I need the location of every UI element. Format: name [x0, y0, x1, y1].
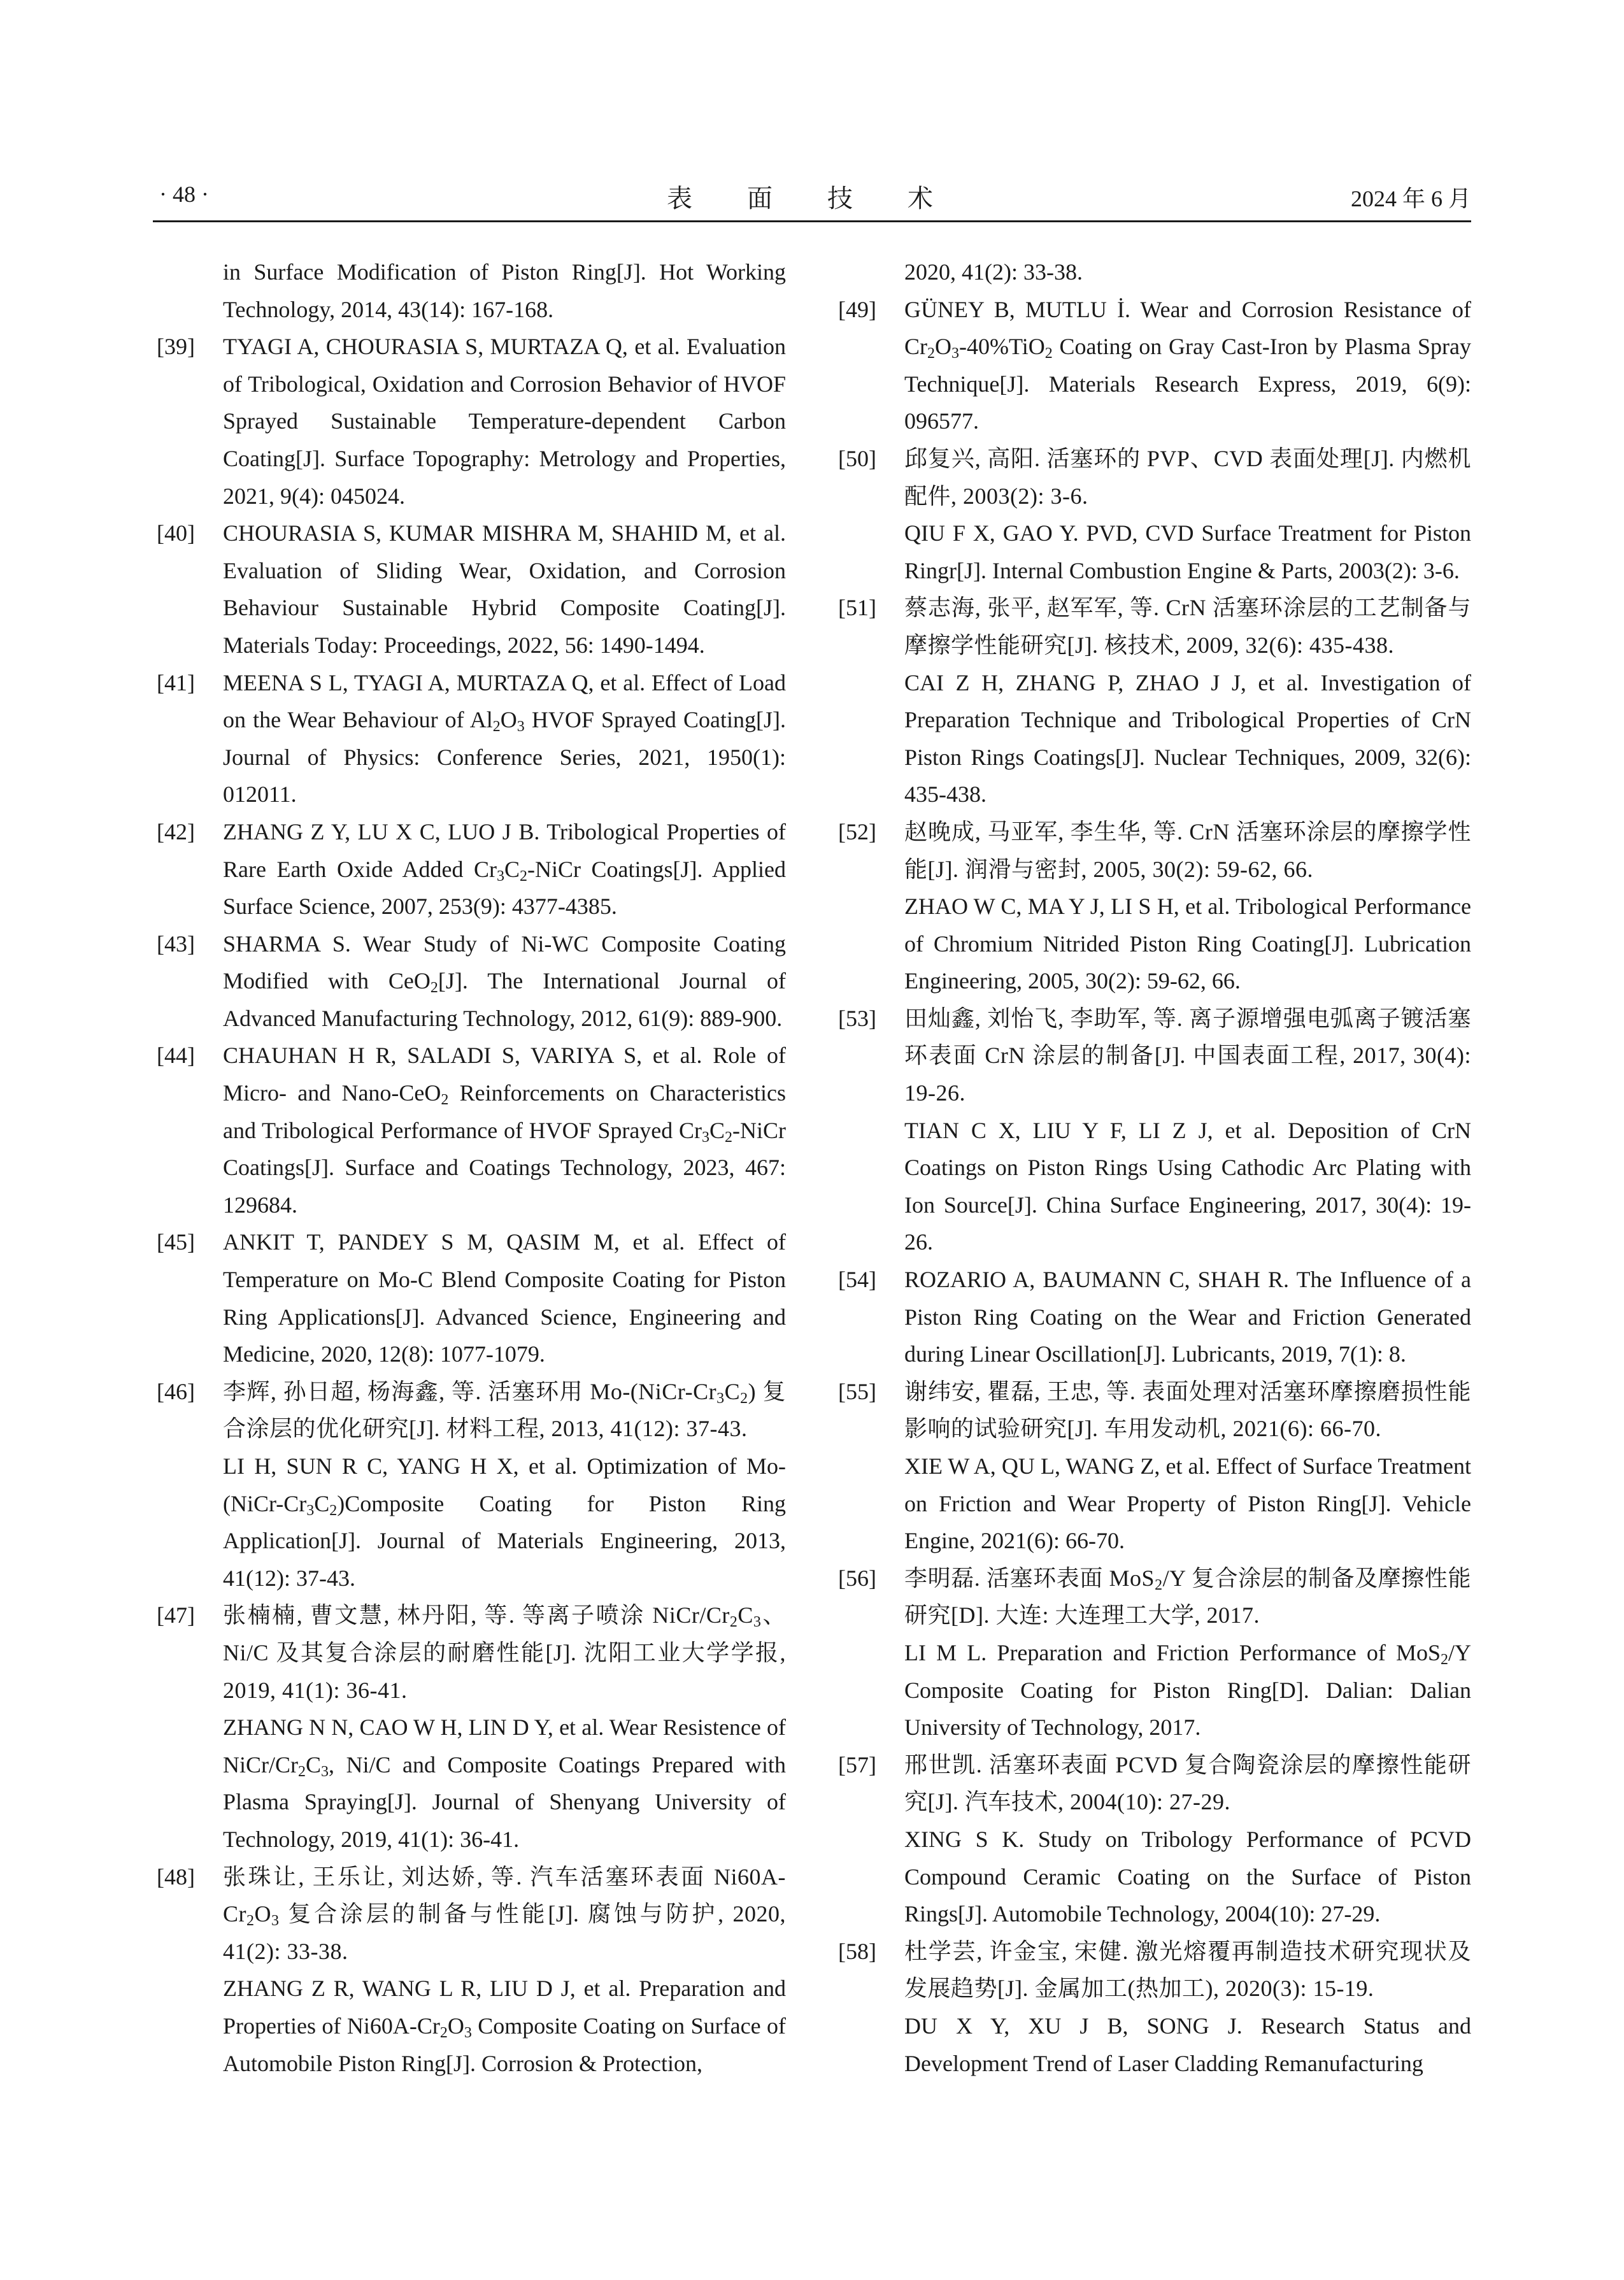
reference-number: [54]	[838, 1267, 876, 1293]
reference-number: [56]	[838, 1565, 876, 1591]
reference-entry	[838, 253, 1471, 291]
reference-number: [39]	[157, 334, 195, 360]
reference-entry	[838, 813, 1471, 1000]
reference-entry	[838, 291, 1471, 440]
reference-text: 赵晚成, 马亚军, 李生华, 等. CrN 活塞环涂层的摩擦学性能[J]. 润滑与密封, 2005, 30(2): 59-62, 66.	[904, 818, 1471, 882]
reference-text: in Surface Modification of Piston Ring[J]. Hot Working Technology, 2014, 43(14): 167-168.	[223, 259, 786, 322]
reference-text: TIAN C X, LIU Y F, LI Z J, et al. Deposition of CrN Coatings on Piston Rings Using Cathodic Arc Plating with Ion Source[J]. China Surface Engineering, 2017, 30(4): 19-26.	[904, 1117, 1471, 1255]
reference-number: [53]	[838, 1005, 876, 1031]
reference-number: [40]	[157, 520, 195, 546]
reference-text: 张珠让, 王乐让, 刘达娇, 等. 汽车活塞环表面 $Ni60A-Cr_2O_3$ 复合涂层的制备与性能[J]. 腐蚀与防护, 2020, 41(2): 33-38.	[223, 1863, 786, 1964]
reference-number: [41]	[157, 669, 195, 695]
journal-title: 表 面 技 术	[667, 184, 957, 213]
reference-text: LI H, SUN R C, YANG H X, et al. Optimization of $Mo-(NiCr-Cr_3C_2)Composite$ Coating for Piston Ring Application[J]. Journal of Materials Engineering, 2013, 41(12): 37-43.	[223, 1453, 786, 1591]
reference-column-left	[157, 253, 786, 2082]
reference-text: XIE W A, QU L, WANG Z, et al. Effect of Surface Treatment on Friction and Wear Property of Piston Ring[J]. Vehicle Engine, 2021(6): 66-70.	[904, 1453, 1471, 1554]
reference-entry	[838, 1000, 1471, 1261]
reference-number: [44]	[157, 1043, 195, 1069]
reference-entry	[838, 1261, 1471, 1373]
reference-text: CAI Z H, ZHANG P, ZHAO J J, et al. Investigation of Preparation Technique and Tribological Properties of CrN Piston Rings Coatings[J]. Nuclear Techniques, 2009, 32(6): 435-438.	[904, 669, 1471, 808]
reference-text: ANKIT T, PANDEY S M, QASIM M, et al. Effect of Temperature on Mo-C Blend Composite Coating for Piston Ring Applications[J]. Advanced Science, Engineering and Medicine, 2020, 12(8): 1077-1079.	[223, 1229, 786, 1367]
reference-text: DU X Y, XU J B, SONG J. Research Status and Development Trend of Laser Cladding Remanufacturing	[904, 2013, 1471, 2076]
reference-text: 张楠楠, 曹文慧, 林丹阳, 等. 等离子喷涂 NiCr/$Cr_2C_3$、Ni/C 及其复合涂层的耐磨性能[J]. 沈阳工业大学学报, 2019, 41(1): 36-41.	[223, 1602, 786, 1703]
reference-entry	[157, 515, 786, 664]
reference-number: [46]	[157, 1378, 195, 1404]
reference-number: [51]	[838, 595, 876, 621]
reference-text: 田灿鑫, 刘怡飞, 李助军, 等. 离子源增强电弧离子镀活塞环表面 CrN 涂层的制备[J]. 中国表面工程, 2017, 30(4): 19-26.	[904, 1005, 1471, 1106]
running-header	[153, 176, 1471, 222]
reference-number: [52]	[838, 818, 876, 844]
reference-text: 李明磊. 活塞环表面 MoS$_2$/Y 复合涂层的制备及摩擦性能研究[D]. 大连: 大连理工大学, 2017.	[904, 1565, 1471, 1628]
reference-text: MEENA S L, TYAGI A, MURTAZA Q, et al. Effect of Load on the Wear Behaviour of $Al_2O_3$ HVOF Sprayed Coating[J]. Journal of Physics: Conference Series, 2021, 1950(1): 012011.	[223, 669, 786, 808]
reference-entry	[157, 925, 786, 1037]
reference-text: ZHANG N N, CAO W H, LIN D Y, et al. Wear Resistence of NiCr/$Cr_2C_3$, Ni/C and Composite Coatings Prepared with Plasma Spraying[J]. Journal of Shenyang University of Technology, 2019, 41(1): 36-41.	[223, 1714, 786, 1852]
reference-entry	[157, 1597, 786, 1858]
reference-text: TYAGI A, CHOURASIA S, MURTAZA Q, et al. Evaluation of Tribological, Oxidation and Corrosion Behavior of HVOF Sprayed Sustainable Temperature-dependent Carbon Coating[J]. Surface Topography: Metrology and Properties, 2021, 9(4): 045024.	[223, 334, 786, 509]
reference-text: SHARMA S. Wear Study of Ni-WC Composite Coating Modified with CeO$_2$[J]. The International Journal of Advanced Manufacturing Technology, 2012, 61(9): 889-900.	[223, 930, 786, 1031]
reference-text: 蔡志海, 张平, 赵军军, 等. CrN 活塞环涂层的工艺制备与摩擦学性能研究[J]. 核技术, 2009, 32(6): 435-438.	[904, 595, 1471, 658]
reference-text: XING S K. Study on Tribology Performance of PCVD Compound Ceramic Coating on the Surface of Piston Rings[J]. Automobile Technology, 2004(10): 27-29.	[904, 1826, 1471, 1927]
reference-text: 李辉, 孙日超, 杨海鑫, 等. 活塞环用 $Mo-(NiCr-Cr_3C_2)$ 复合涂层的优化研究[J]. 材料工程, 2013, 41(12): 37-43.	[223, 1378, 786, 1442]
reference-entry	[157, 1223, 786, 1372]
reference-entry	[838, 1933, 1471, 2082]
reference-text: 杜学芸, 许金宝, 宋健. 激光熔覆再制造技术研究现状及发展趋势[J]. 金属加工(热加工), 2020(3): 15-19.	[904, 1938, 1471, 2002]
reference-entry	[838, 440, 1471, 589]
reference-text: 邱复兴, 高阳. 活塞环的 PVP、CVD 表面处理[J]. 内燃机配件, 2003(2): 3-6.	[904, 445, 1471, 509]
page-number: · 48 ·	[159, 182, 209, 207]
reference-text: CHAUHAN H R, SALADI S, VARIYA S, et al. Role of Micro- and Nano-CeO$_2$ Reinforcements on Characteristics and Tribological Performance of HVOF Sprayed $Cr_3C_2$-NiCr Coatings[J]. Surface and Coatings Technology, 2023, 467: 129684.	[223, 1043, 786, 1218]
reference-text: CHOURASIA S, KUMAR MISHRA M, SHAHID M, et al. Evaluation of Sliding Wear, Oxidation, and Corrosion Behaviour Sustainable Hybrid Composite Coating[J]. Materials Today: Proceedings, 2022, 56: 1490-1494.	[223, 520, 786, 658]
reference-entry	[157, 328, 786, 515]
reference-text: ZHAO W C, MA Y J, LI S H, et al. Tribological Performance of Chromium Nitrided Piston Ring Coating[J]. Lubrication Engineering, 2005, 30(2): 59-62, 66.	[904, 894, 1471, 994]
reference-column-right	[838, 253, 1471, 2082]
reference-text: LI M L. Preparation and Friction Performance of MoS$_2$/Y Composite Coating for Piston Ring[D]. Dalian: Dalian University of Technology, 2017.	[904, 1639, 1471, 1741]
reference-text: ROZARIO A, BAUMANN C, SHAH R. The Influence of a Piston Ring Coating on the Wear and Friction Generated during Linear Oscillation[J]. Lubricants, 2019, 7(1): 8.	[904, 1267, 1471, 1367]
reference-number: [50]	[838, 445, 876, 471]
reference-text: QIU F X, GAO Y. PVD, CVD Surface Treatment for Piston Ringr[J]. Internal Combustion Engine & Parts, 2003(2): 3-6.	[904, 520, 1471, 583]
reference-text: 邢世凯. 活塞环表面 PCVD 复合陶瓷涂层的摩擦性能研究[J]. 汽车技术, 2004(10): 27-29.	[904, 1751, 1471, 1815]
reference-entry	[838, 589, 1471, 813]
reference-number: [49]	[838, 296, 876, 322]
reference-entry	[157, 664, 786, 813]
reference-entry	[838, 1373, 1471, 1560]
reference-number: [47]	[157, 1602, 195, 1628]
reference-text: ZHANG Z R, WANG L R, LIU D J, et al. Preparation and Properties of $Ni60A-Cr_2O_3$ Composite Coating on Surface of Automobile Piston Ring[J]. Corrosion & Protection,	[223, 1976, 786, 2076]
reference-number: [45]	[157, 1229, 195, 1255]
reference-number: [58]	[838, 1938, 876, 1964]
reference-number: [48]	[157, 1863, 195, 1890]
reference-entry	[157, 253, 786, 328]
reference-entry	[838, 1746, 1471, 1933]
reference-text: GÜNEY B, MUTLU İ. Wear and Corrosion Resistance of $Cr_2O_3-40\%TiO_2$ Coating on Gray Cast-Iron by Plasma Spray Technique[J]. Materials Research Express, 2019, 6(9): 096577.	[904, 296, 1471, 434]
reference-number: [55]	[838, 1378, 876, 1404]
reference-entry	[157, 813, 786, 925]
reference-number: [42]	[157, 818, 195, 844]
reference-entry	[157, 1037, 786, 1223]
reference-number: [57]	[838, 1751, 876, 1778]
reference-text: 谢纬安, 瞿磊, 王忠, 等. 表面处理对活塞环摩擦磨损性能影响的试验研究[J]. 车用发动机, 2021(6): 66-70.	[904, 1378, 1471, 1442]
reference-text: 2020, 41(2): 33-38.	[904, 259, 1083, 285]
reference-entry	[157, 1373, 786, 1597]
reference-text: ZHANG Z Y, LU X C, LUO J B. Tribological Properties of Rare Earth Oxide Added $Cr_3C_2$-NiCr Coatings[J]. Applied Surface Science, 2007, 253(9): 4377-4385.	[223, 818, 786, 920]
reference-entry	[157, 1858, 786, 2083]
reference-number: [43]	[157, 930, 195, 957]
issue-date: 2024 年 6 月	[1350, 186, 1471, 211]
reference-entry	[838, 1560, 1471, 1746]
